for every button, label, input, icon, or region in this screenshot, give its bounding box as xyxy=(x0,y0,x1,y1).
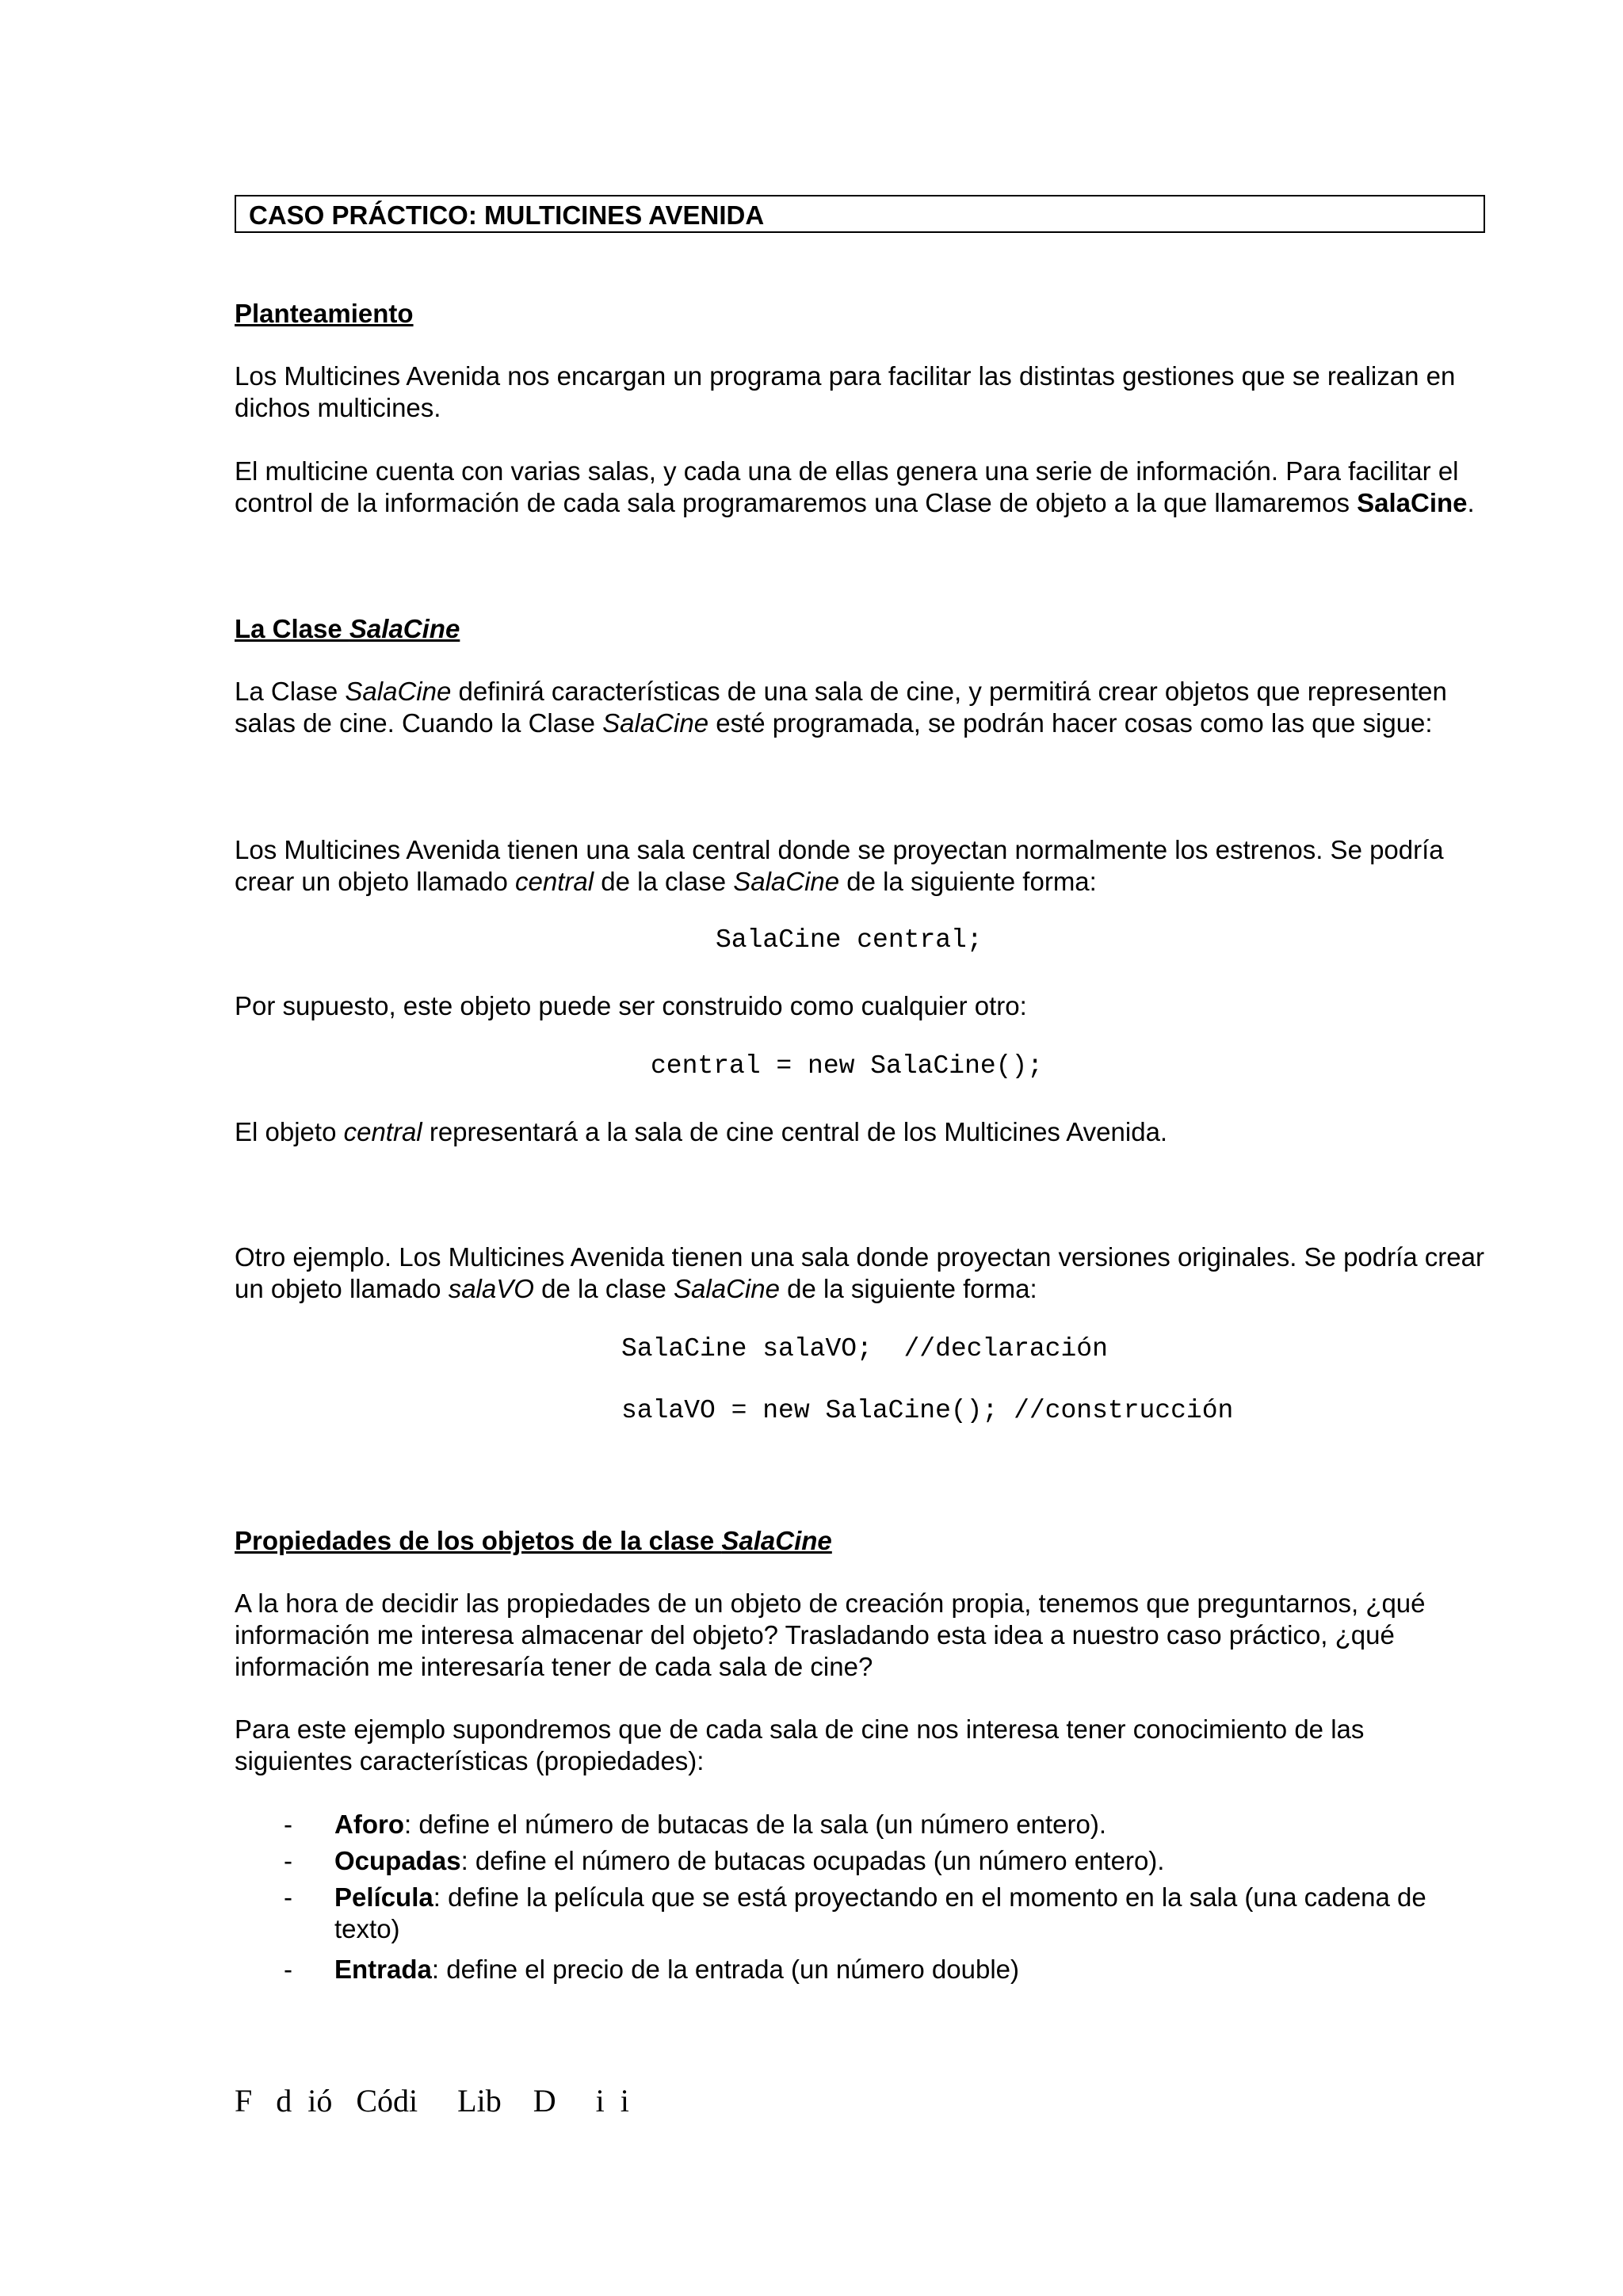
paragraph-intro: Los Multicines Avenida nos encargan un programa para facilitar las distintas gestiones que se realizan en dichos multicines. xyxy=(235,361,1456,422)
heading-propiedades: Propiedades de los objetos de la clase SalaCine xyxy=(235,1526,832,1555)
property-desc: : define la película que se está proyectando en el momento en la sala (una cadena de texto) xyxy=(334,1882,1426,1943)
property-desc: : define el precio de la entrada (un número double) xyxy=(431,1955,1020,1984)
paragraph-por-supuesto: Por supuesto, este objeto puede ser construido como cualquier otro: xyxy=(235,991,1027,1020)
property-term: Ocupadas xyxy=(334,1846,461,1875)
property-desc: : define el número de butacas de la sala (un número entero). xyxy=(403,1810,1107,1839)
property-term: Película xyxy=(334,1882,433,1912)
bold-salacine: SalaCine xyxy=(1357,488,1468,517)
code-declaracion-salavo: SalaCine salaVO; //declaración xyxy=(621,1334,1108,1363)
page-footer: F d ió Códi Lib D i i xyxy=(235,2083,629,2119)
list-dash: - xyxy=(284,1955,292,1984)
document-title: CASO PRÁCTICO: MULTICINES AVENIDA xyxy=(249,200,765,230)
property-desc: : define el número de butacas ocupadas (un número entero). xyxy=(460,1846,1165,1875)
paragraph-sala-central: Los Multicines Avenida tienen una sala central donde se proyectan normalmente los estrenos. Se podría crear un objeto llamado central de la clase SalaCine de la siguiente forma: xyxy=(235,835,1444,896)
heading-la-clase-salacine: La Clase SalaCine xyxy=(235,614,460,643)
property-term: Aforo xyxy=(334,1810,404,1839)
paragraph-multicine: El multicine cuenta con varias salas, y cada una de ellas genera una serie de información. Para facilitar el control de la información de cada sala programaremos una Clase de objeto a la que llamaremos SalaCine. xyxy=(235,456,1475,517)
paragraph-propiedades-intro: A la hora de decidir las propiedades de un objeto de creación propia, tenemos que preguntarnos, ¿qué información me interesa almacenar del objeto? Trasladando esta idea a nuestro caso práctico, ¿qué información me interesaría tener de cada sala de cine? xyxy=(235,1589,1426,1681)
property-term: Entrada xyxy=(334,1955,432,1984)
list-dash: - xyxy=(284,1846,292,1875)
paragraph-objeto-central: El objeto central representará a la sala de cine central de los Multicines Avenida. xyxy=(235,1117,1168,1146)
paragraph-otro-ejemplo: Otro ejemplo. Los Multicines Avenida tienen una sala donde proyectan versiones originales. Se podría crear un objeto llamado salaVO de la clase SalaCine de la siguiente forma: xyxy=(235,1242,1484,1303)
list-dash: - xyxy=(284,1882,292,1912)
code-declaracion-central: SalaCine central; xyxy=(716,925,983,955)
paragraph-clase-definicion: La Clase SalaCine definirá características de una sala de cine, y permitirá crear objetos que representen salas de cine. Cuando la Clase SalaCine esté programada, se podrán hacer cosas como las que sigue: xyxy=(235,677,1447,738)
title-box xyxy=(235,195,1485,233)
paragraph-supondremos: Para este ejemplo supondremos que de cada sala de cine nos interesa tener conocimiento de las siguientes características (propiedades): xyxy=(235,1714,1365,1775)
list-dash: - xyxy=(284,1810,292,1839)
heading-planteamiento: Planteamiento xyxy=(235,299,414,328)
code-construccion-salavo: salaVO = new SalaCine(); //construcción xyxy=(621,1396,1234,1425)
code-construccion-central: central = new SalaCine(); xyxy=(651,1051,1044,1081)
